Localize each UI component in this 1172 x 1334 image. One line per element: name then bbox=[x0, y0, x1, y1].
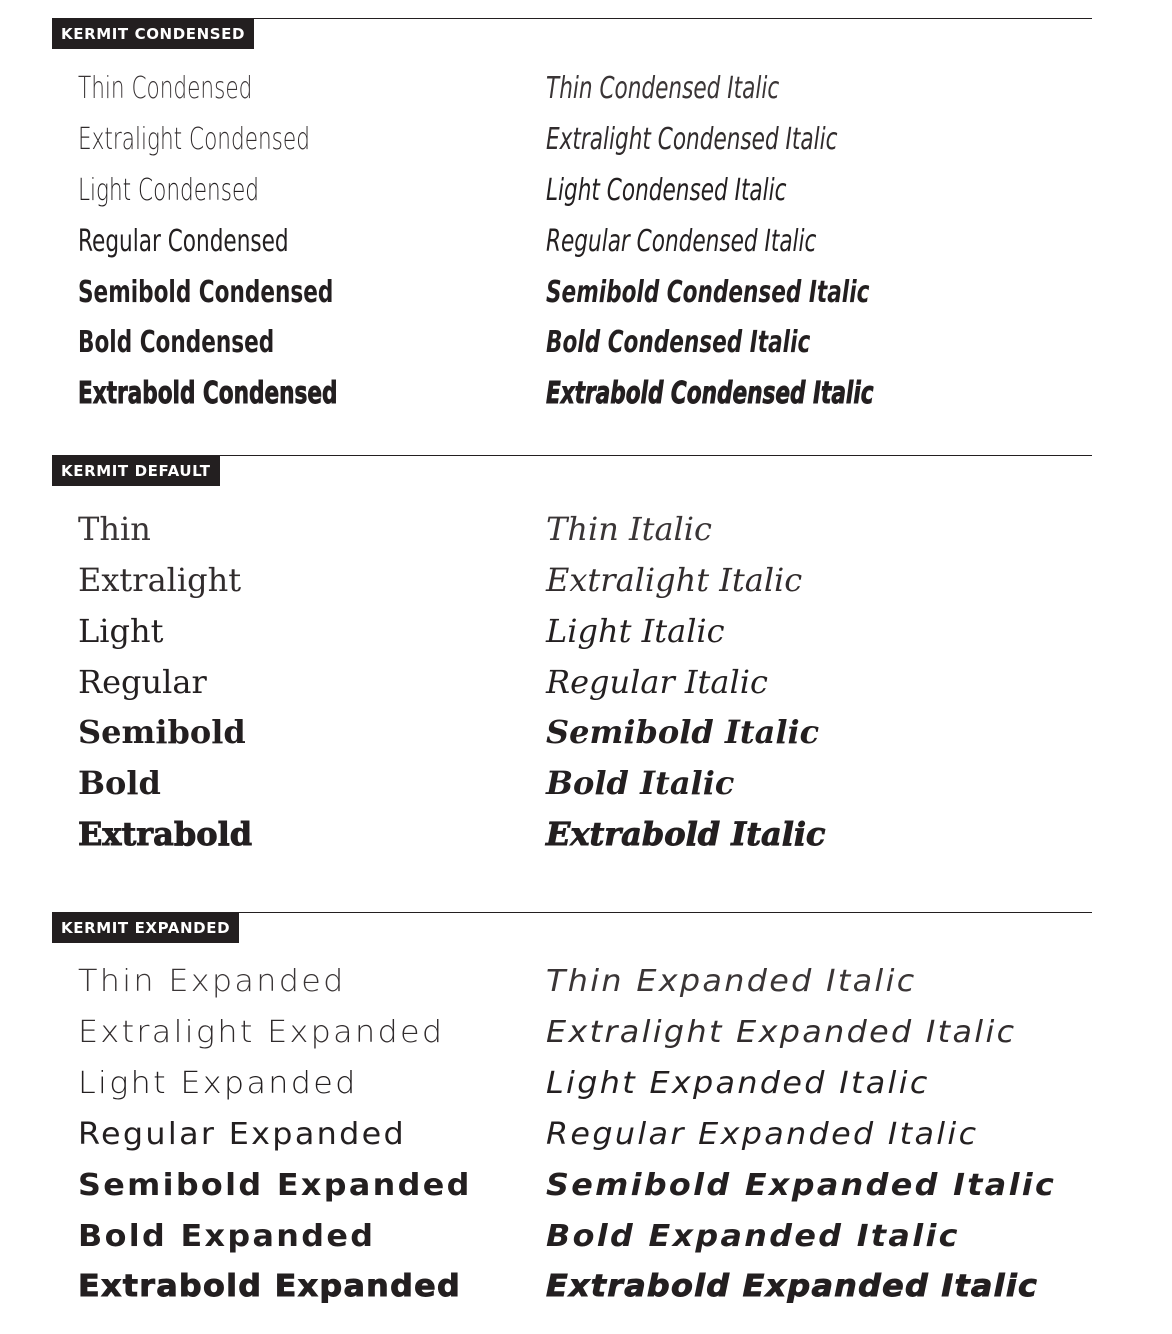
style-sample-extralight-italic: Extralight Italic bbox=[546, 561, 803, 599]
style-sample-extrabold-italic: Extrabold Italic bbox=[546, 815, 826, 853]
style-sample-extrabold: Extrabold Expanded bbox=[78, 1269, 462, 1304]
section-kermit-expanded bbox=[52, 912, 1092, 1322]
style-sample-semibold: Semibold Expanded bbox=[78, 1168, 472, 1203]
style-sample-bold: Bold Condensed bbox=[78, 325, 275, 360]
style-sample-extrabold: Extrabold bbox=[78, 815, 253, 853]
style-sample-extrabold-italic: Extrabold Expanded Italic bbox=[546, 1269, 1039, 1304]
style-sample-thin: Thin Expanded bbox=[78, 964, 346, 999]
style-sample-regular: Regular bbox=[78, 663, 207, 701]
style-sample-semibold: Semibold bbox=[78, 713, 246, 751]
style-sample-regular-italic: Regular Expanded Italic bbox=[546, 1117, 979, 1152]
style-sample-regular: Regular Expanded bbox=[78, 1117, 407, 1152]
style-sample-regular: Regular Condensed bbox=[78, 224, 289, 259]
style-sample-regular-italic: Regular Condensed Italic bbox=[546, 224, 817, 259]
style-sample-thin: Thin Condensed bbox=[78, 71, 253, 106]
style-sample-thin-italic: Thin Condensed Italic bbox=[546, 71, 780, 106]
section-kermit-default bbox=[52, 455, 1092, 855]
style-sample-bold-italic: Bold Italic bbox=[546, 764, 735, 802]
style-sample-light: Light Expanded bbox=[78, 1066, 358, 1101]
style-sample-extrabold: Extrabold Condensed bbox=[78, 376, 338, 411]
style-sample-thin: Thin bbox=[78, 510, 151, 548]
style-sample-thin-italic: Thin Expanded Italic bbox=[546, 964, 917, 999]
section-label: KERMIT CONDENSED bbox=[52, 19, 254, 49]
style-sample-light-italic: Light Italic bbox=[546, 612, 725, 650]
style-sample-extrabold-italic: Extrabold Condensed Italic bbox=[546, 376, 874, 411]
style-sample-semibold-italic: Semibold Italic bbox=[546, 713, 820, 751]
style-sample-bold-italic: Bold Expanded Italic bbox=[546, 1219, 960, 1254]
style-sample-thin-italic: Thin Italic bbox=[546, 510, 712, 548]
style-sample-extralight-italic: Extralight Expanded Italic bbox=[546, 1015, 1017, 1050]
style-sample-light: Light Condensed bbox=[78, 173, 259, 208]
section-kermit-condensed bbox=[52, 18, 1092, 418]
section-label: KERMIT EXPANDED bbox=[52, 913, 239, 943]
style-sample-extralight: Extralight bbox=[78, 561, 242, 599]
style-sample-light-italic: Light Expanded Italic bbox=[546, 1066, 930, 1101]
style-sample-bold: Bold Expanded bbox=[78, 1219, 376, 1254]
style-sample-light-italic: Light Condensed Italic bbox=[546, 173, 787, 208]
style-sample-extralight: Extralight Condensed bbox=[78, 122, 310, 157]
style-sample-semibold-italic: Semibold Condensed Italic bbox=[546, 275, 870, 310]
style-sample-bold: Bold bbox=[78, 764, 161, 802]
style-sample-regular-italic: Regular Italic bbox=[546, 663, 768, 701]
style-sample-semibold: Semibold Condensed bbox=[78, 275, 334, 310]
section-label: KERMIT DEFAULT bbox=[52, 456, 220, 486]
style-sample-extralight: Extralight Expanded bbox=[78, 1015, 445, 1050]
style-sample-bold-italic: Bold Condensed Italic bbox=[546, 325, 811, 360]
style-sample-light: Light bbox=[78, 612, 164, 650]
style-sample-semibold-italic: Semibold Expanded Italic bbox=[546, 1168, 1057, 1203]
style-sample-extralight-italic: Extralight Condensed Italic bbox=[546, 122, 838, 157]
